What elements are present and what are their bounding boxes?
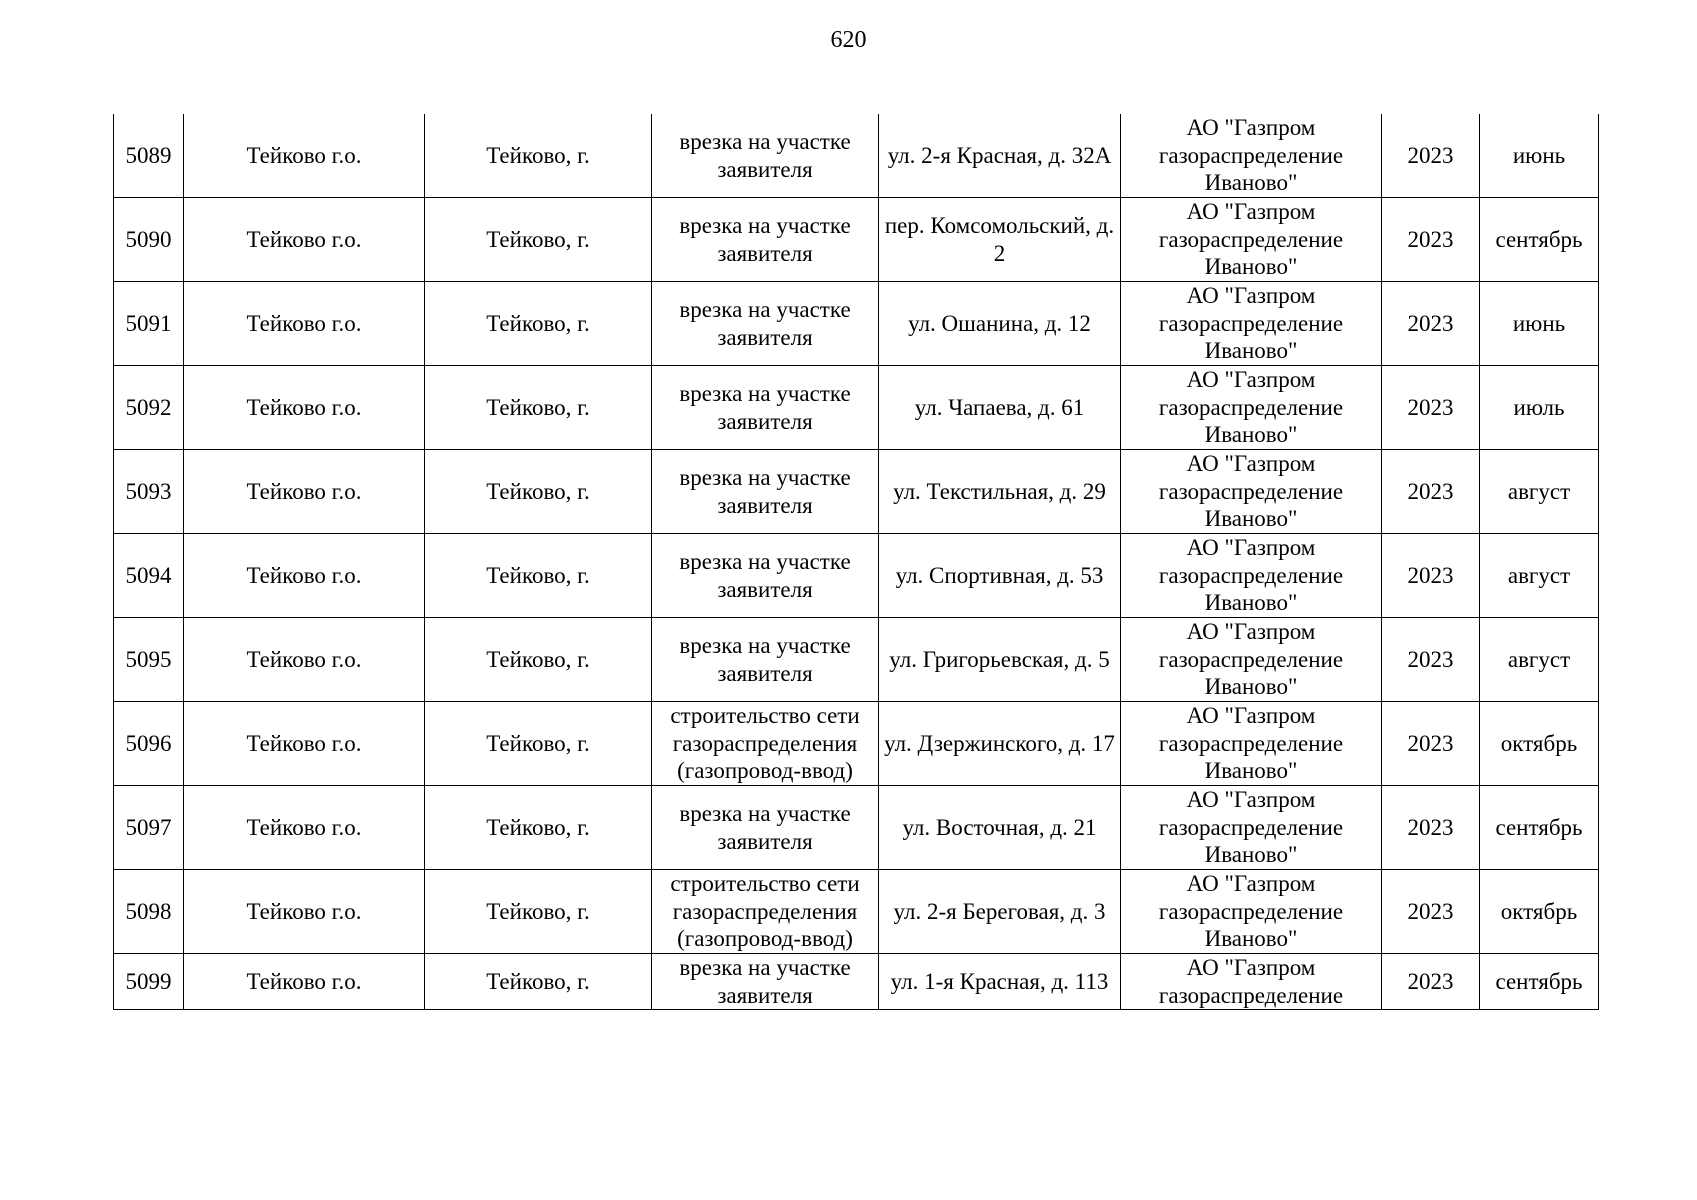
row-year: 2023 <box>1382 450 1480 534</box>
table-row <box>114 114 1599 198</box>
row-settlement: Тейково, г. <box>425 786 652 870</box>
row-id: 5094 <box>114 534 184 618</box>
table-row <box>114 282 1599 366</box>
row-id: 5092 <box>114 366 184 450</box>
row-month: август <box>1480 618 1599 702</box>
row-month: октябрь <box>1480 870 1599 954</box>
row-month: июнь <box>1480 114 1599 198</box>
row-address: ул. 2-я Береговая, д. 3 <box>879 870 1121 954</box>
row-month: июль <box>1480 366 1599 450</box>
row-district: Тейково г.о. <box>184 534 425 618</box>
row-work-type: врезка на участке заявителя <box>652 954 879 1010</box>
row-work-type: врезка на участке заявителя <box>652 366 879 450</box>
row-settlement: Тейково, г. <box>425 198 652 282</box>
row-work-type: врезка на участке заявителя <box>652 786 879 870</box>
row-month: октябрь <box>1480 702 1599 786</box>
row-month: август <box>1480 450 1599 534</box>
row-address: ул. Чапаева, д. 61 <box>879 366 1121 450</box>
row-organization: АО "Газпром газораспределение <box>1121 954 1382 1010</box>
table-row <box>114 870 1599 954</box>
row-month: сентябрь <box>1480 954 1599 1010</box>
row-year: 2023 <box>1382 282 1480 366</box>
row-id: 5093 <box>114 450 184 534</box>
row-year: 2023 <box>1382 786 1480 870</box>
row-id: 5099 <box>114 954 184 1010</box>
row-month: июнь <box>1480 282 1599 366</box>
row-year: 2023 <box>1382 870 1480 954</box>
table-row <box>114 954 1599 1010</box>
row-month: август <box>1480 534 1599 618</box>
row-work-type: врезка на участке заявителя <box>652 618 879 702</box>
row-district: Тейково г.о. <box>184 198 425 282</box>
row-organization: АО "Газпром газораспределение Иваново" <box>1121 786 1382 870</box>
row-work-type: строительство сети газораспределения (газопровод-ввод) <box>652 702 879 786</box>
row-year: 2023 <box>1382 534 1480 618</box>
row-organization: АО "Газпром газораспределение Иваново" <box>1121 534 1382 618</box>
row-address: ул. Ошанина, д. 12 <box>879 282 1121 366</box>
row-settlement: Тейково, г. <box>425 954 652 1010</box>
row-work-type: строительство сети газораспределения (газопровод-ввод) <box>652 870 879 954</box>
row-year: 2023 <box>1382 114 1480 198</box>
row-year: 2023 <box>1382 702 1480 786</box>
row-settlement: Тейково, г. <box>425 450 652 534</box>
row-address: ул. Текстильная, д. 29 <box>879 450 1121 534</box>
row-organization: АО "Газпром газораспределение Иваново" <box>1121 618 1382 702</box>
row-work-type: врезка на участке заявителя <box>652 198 879 282</box>
row-settlement: Тейково, г. <box>425 534 652 618</box>
row-district: Тейково г.о. <box>184 618 425 702</box>
row-settlement: Тейково, г. <box>425 366 652 450</box>
table-row <box>114 786 1599 870</box>
row-id: 5098 <box>114 870 184 954</box>
row-id: 5089 <box>114 114 184 198</box>
row-organization: АО "Газпром газораспределение Иваново" <box>1121 870 1382 954</box>
row-organization: АО "Газпром газораспределение Иваново" <box>1121 450 1382 534</box>
row-month: сентябрь <box>1480 786 1599 870</box>
row-address: ул. 1-я Красная, д. 113 <box>879 954 1121 1010</box>
row-work-type: врезка на участке заявителя <box>652 282 879 366</box>
row-organization: АО "Газпром газораспределение Иваново" <box>1121 702 1382 786</box>
row-district: Тейково г.о. <box>184 282 425 366</box>
row-district: Тейково г.о. <box>184 786 425 870</box>
row-work-type: врезка на участке заявителя <box>652 114 879 198</box>
row-address: ул. 2-я Красная, д. 32А <box>879 114 1121 198</box>
row-settlement: Тейково, г. <box>425 282 652 366</box>
row-settlement: Тейково, г. <box>425 114 652 198</box>
row-year: 2023 <box>1382 618 1480 702</box>
table-row <box>114 450 1599 534</box>
row-year: 2023 <box>1382 198 1480 282</box>
table-row <box>114 618 1599 702</box>
row-id: 5090 <box>114 198 184 282</box>
row-address: ул. Дзержинского, д. 17 <box>879 702 1121 786</box>
row-id: 5097 <box>114 786 184 870</box>
row-id: 5091 <box>114 282 184 366</box>
table-row <box>114 366 1599 450</box>
row-settlement: Тейково, г. <box>425 618 652 702</box>
row-district: Тейково г.о. <box>184 954 425 1010</box>
row-district: Тейково г.о. <box>184 450 425 534</box>
row-work-type: врезка на участке заявителя <box>652 534 879 618</box>
row-district: Тейково г.о. <box>184 366 425 450</box>
row-organization: АО "Газпром газораспределение Иваново" <box>1121 198 1382 282</box>
row-address: ул. Григорьевская, д. 5 <box>879 618 1121 702</box>
row-organization: АО "Газпром газораспределение Иваново" <box>1121 366 1382 450</box>
gas-connection-table <box>113 114 1599 1010</box>
row-month: сентябрь <box>1480 198 1599 282</box>
row-id: 5095 <box>114 618 184 702</box>
table-row <box>114 198 1599 282</box>
row-district: Тейково г.о. <box>184 702 425 786</box>
row-year: 2023 <box>1382 954 1480 1010</box>
row-work-type: врезка на участке заявителя <box>652 450 879 534</box>
row-district: Тейково г.о. <box>184 870 425 954</box>
row-organization: АО "Газпром газораспределение Иваново" <box>1121 114 1382 198</box>
row-year: 2023 <box>1382 366 1480 450</box>
page-number: 620 <box>830 27 867 53</box>
table-row <box>114 702 1599 786</box>
row-address: пер. Комсомольский, д. 2 <box>879 198 1121 282</box>
table-row <box>114 534 1599 618</box>
row-district: Тейково г.о. <box>184 114 425 198</box>
row-organization: АО "Газпром газораспределение Иваново" <box>1121 282 1382 366</box>
row-address: ул. Восточная, д. 21 <box>879 786 1121 870</box>
row-address: ул. Спортивная, д. 53 <box>879 534 1121 618</box>
row-settlement: Тейково, г. <box>425 702 652 786</box>
row-settlement: Тейково, г. <box>425 870 652 954</box>
row-id: 5096 <box>114 702 184 786</box>
